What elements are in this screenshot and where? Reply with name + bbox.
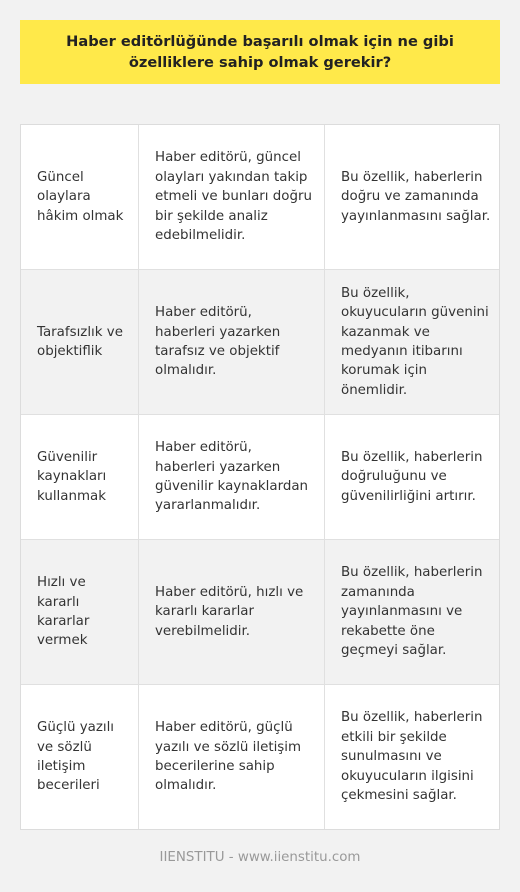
page-title: Haber editörlüğünde başarılı olmak için ne gibi özelliklere sahip olmak gerekir?	[66, 33, 454, 71]
table-row	[21, 415, 499, 540]
description-cell: Haber editörü, haberleri yazarken tarafsız ve objektif olmalıdır.	[139, 270, 325, 414]
benefit-cell: Bu özellik, haberlerin doğru ve zamanında yayınlanmasını sağlar.	[341, 169, 491, 224]
table-row	[21, 270, 499, 415]
description-cell: Haber editörü, haberleri yazarken güvenilir kaynaklardan yararlanmalıdır.	[139, 415, 325, 539]
benefit-cell: Bu özellik, okuyucuların güvenini kazanmak ve medyanın itibarını korumak için önemlidir.	[341, 285, 489, 398]
description-cell: Haber editörü, güçlü yazılı ve sözlü iletişim becerilerine sahip olmalıdır.	[139, 685, 325, 829]
benefit-cell: Bu özellik, haberlerin zamanında yayınlanmasını ve rekabette öne geçmeyi sağlar.	[341, 565, 483, 659]
traits-table	[20, 124, 500, 830]
table-row	[21, 540, 499, 685]
benefit-cell: Bu özellik, haberlerin doğruluğunu ve güvenilirliğini artırır.	[341, 449, 483, 504]
table-row	[21, 685, 499, 829]
trait-cell: Hızlı ve kararlı kararlar vermek	[21, 540, 139, 684]
benefit-cell: Bu özellik, haberlerin etkili bir şekilde sunulmasını ve okuyucuların ilgisini çekmesini sağlar.	[341, 710, 483, 804]
trait-cell: Güvenilir kaynakları kullanmak	[21, 415, 139, 539]
trait-cell: Güçlü yazılı ve sözlü iletişim becerileri	[21, 685, 139, 829]
trait-cell: Tarafsızlık ve objektiflik	[21, 270, 139, 414]
description-cell: Haber editörü, güncel olayları yakından takip etmeli ve bunları doğru bir şekilde analiz edebilmelidir.	[139, 125, 325, 269]
title-banner	[20, 20, 500, 84]
description-cell: Haber editörü, hızlı ve kararlı kararlar verebilmelidir.	[139, 540, 325, 684]
trait-cell: Güncel olaylara hâkim olmak	[21, 125, 139, 269]
table-row	[21, 125, 499, 270]
footer-credit: IIENSTITU - www.iienstitu.com	[159, 850, 361, 865]
